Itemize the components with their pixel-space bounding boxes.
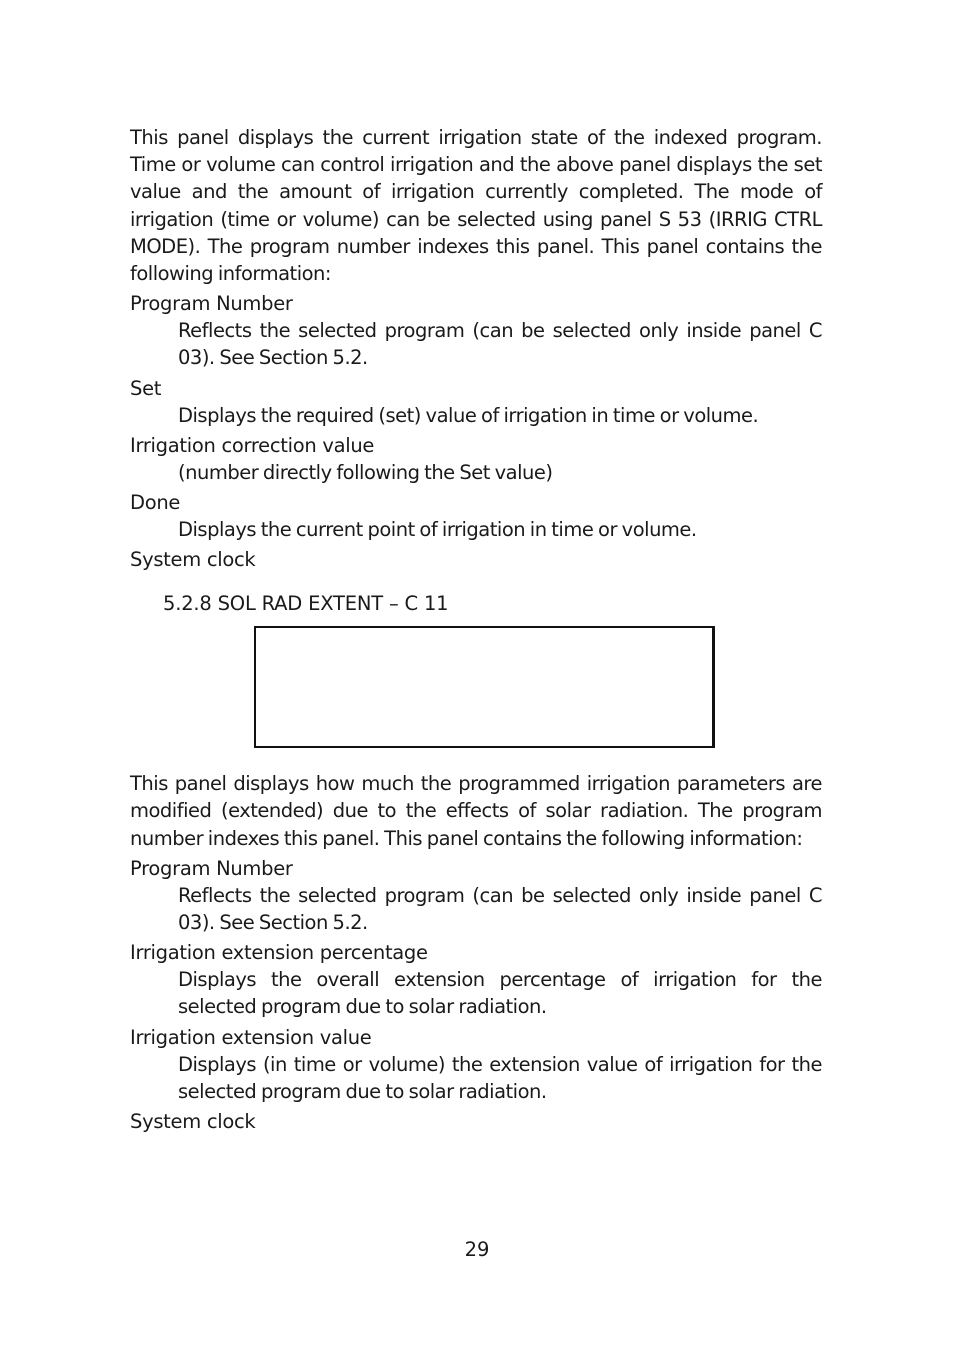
desc-set: Displays the required (set) value of irrigation in time or volume. (178, 403, 759, 427)
section-heading-sol-rad-extent: 5.2.8 SOL RAD EXTENT – C 11 (163, 592, 449, 616)
page-content (130, 124, 822, 1135)
term-irrigation-extension-value: Irrigation extension value (130, 1025, 372, 1049)
desc-program-number: Reflects the selected program (can be selected only inside panel C 03). See Section 5.2. (178, 319, 822, 370)
lcd-panel-frame (254, 626, 715, 748)
desc-irrigation-extension-value: Displays (in time or volume) the extension value of irrigation for the selected program due to solar radiation. (178, 1052, 822, 1103)
desc-irrigation-extension-percentage: Displays the overall extension percentage of irrigation for the selected program due to solar radiation. (178, 968, 822, 1019)
term-irrigation-correction-value: Irrigation correction value (130, 433, 375, 457)
section2-intro: This panel displays how much the programmed irrigation parameters are modified (extended) due to the effects of solar radiation. The program number indexes this panel. This panel contains the following information: (130, 772, 822, 850)
desc-program-number: Reflects the selected program (can be selected only inside panel C 03). See Section 5.2. (178, 883, 822, 935)
term-program-number: Program Number (130, 292, 293, 316)
term-set: Set (130, 376, 162, 400)
section1-intro: This panel displays the current irrigation state of the indexed program. Time or volume can control irrigation and the above panel displays the set value and the amount of irrigation currently completed. The mode of irrigation (time or volume) can be selected using panel S 53 (IRRIG CTRL MODE). The program number indexes this panel. This panel contains the following information: (130, 126, 822, 286)
term-done: Done (130, 491, 181, 515)
term-irrigation-extension-percentage: Irrigation extension percentage (130, 941, 428, 965)
term-program-number: Program Number (130, 856, 293, 880)
term-system-clock: System clock (130, 1110, 256, 1134)
page-number: 29 (464, 1238, 490, 1261)
term-system-clock: System clock (130, 548, 256, 572)
section1-definition-list (130, 290, 822, 573)
section2-definition-list (130, 855, 822, 1135)
desc-irrigation-correction-value: (number directly following the Set value) (178, 460, 553, 484)
desc-done: Displays the current point of irrigation in time or volume. (178, 518, 697, 542)
